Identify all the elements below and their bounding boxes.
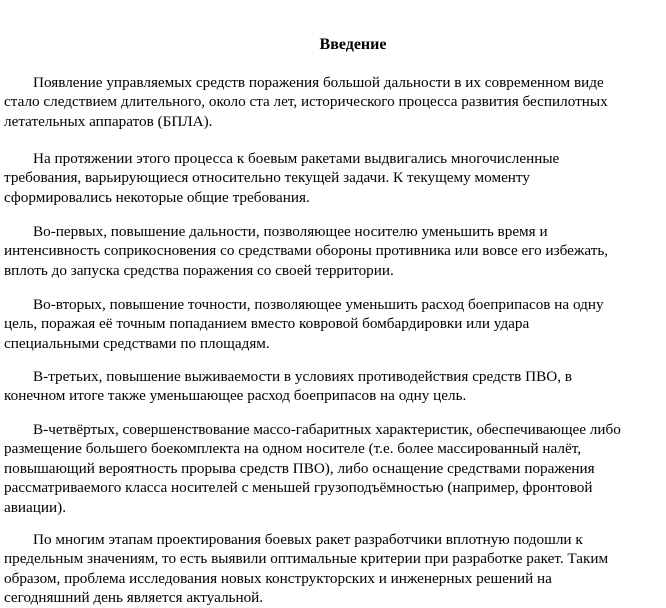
paragraph-conclusion [4,530,654,608]
page-title: Введение [319,36,387,53]
text-line: вплоть до запуска средства поражения со своей территории. [4,261,394,279]
text-line: Во-вторых, повышение точности, позволяющее уменьшить расход боеприпасов на одну [33,296,604,313]
text-line: сегодняшний день является актуальной. [4,589,264,607]
paragraph-intro [4,73,654,131]
text-line: конечном итоге также уменьшающее расход боеприпасов на одну цель. [4,387,467,405]
text-line: образом, проблема исследования новых конструкторских и инженерных решений на [4,569,552,587]
text-line: размещение большего боекомплекта на одном носителе (т.е. более массированный налёт, [4,440,582,458]
text-line: По многим этапам проектирования боевых ракет разработчики вплотную подошли к [33,531,583,548]
text-line: требования, варьирующиеся относительно текущей задачи. К текущему моменту [4,169,530,187]
text-line: специальными средствами по площадям. [4,334,270,352]
text-line: предельным значениям, то есть выявили оптимальные критерии при разработке ракет. Таким [4,550,609,568]
text-line: авиации). [4,498,67,516]
text-line: сформировались некоторые общие требования. [4,188,310,206]
text-line: Появление управляемых средств поражения большой дальности в их современном виде [33,74,604,91]
text-line: В-четвёртых, совершенствование массо-габаритных характеристик, обеспечивающее либо [33,421,621,438]
text-line: В-третьих, повышение выживаемости в условиях противодействия средств ПВО, в [33,368,572,385]
text-line: цель, поражая её точным попаданием вместо ковровой бомбардировки или удара [4,315,530,333]
text-line: повышающий вероятность прорыва средств ПВО), либо оснащение средствами поражения [4,459,595,477]
text-line: На протяжении этого процесса к боевым ракетами выдвигались многочисленные [33,150,560,167]
text-line: Во-первых, повышение дальности, позволяющее носителю уменьшить время и [33,223,548,240]
paragraph-second [4,295,654,353]
paragraph-third [4,367,654,406]
text-line: летательных аппаратов (БПЛА). [4,112,213,130]
text-line: интенсивность соприкосновения со средствами обороны противника или вовсе его избежать, [4,242,609,260]
paragraph-fourth [4,420,654,517]
text-line: стало следствием длительного, около ста лет, исторического процесса развития беспилотных [4,93,608,111]
paragraph-requirements [4,149,654,207]
text-line: рассматриваемого класса носителей с меньшей грузоподъёмностью (например, фронтовой [4,479,593,497]
paragraph-first [4,222,654,280]
